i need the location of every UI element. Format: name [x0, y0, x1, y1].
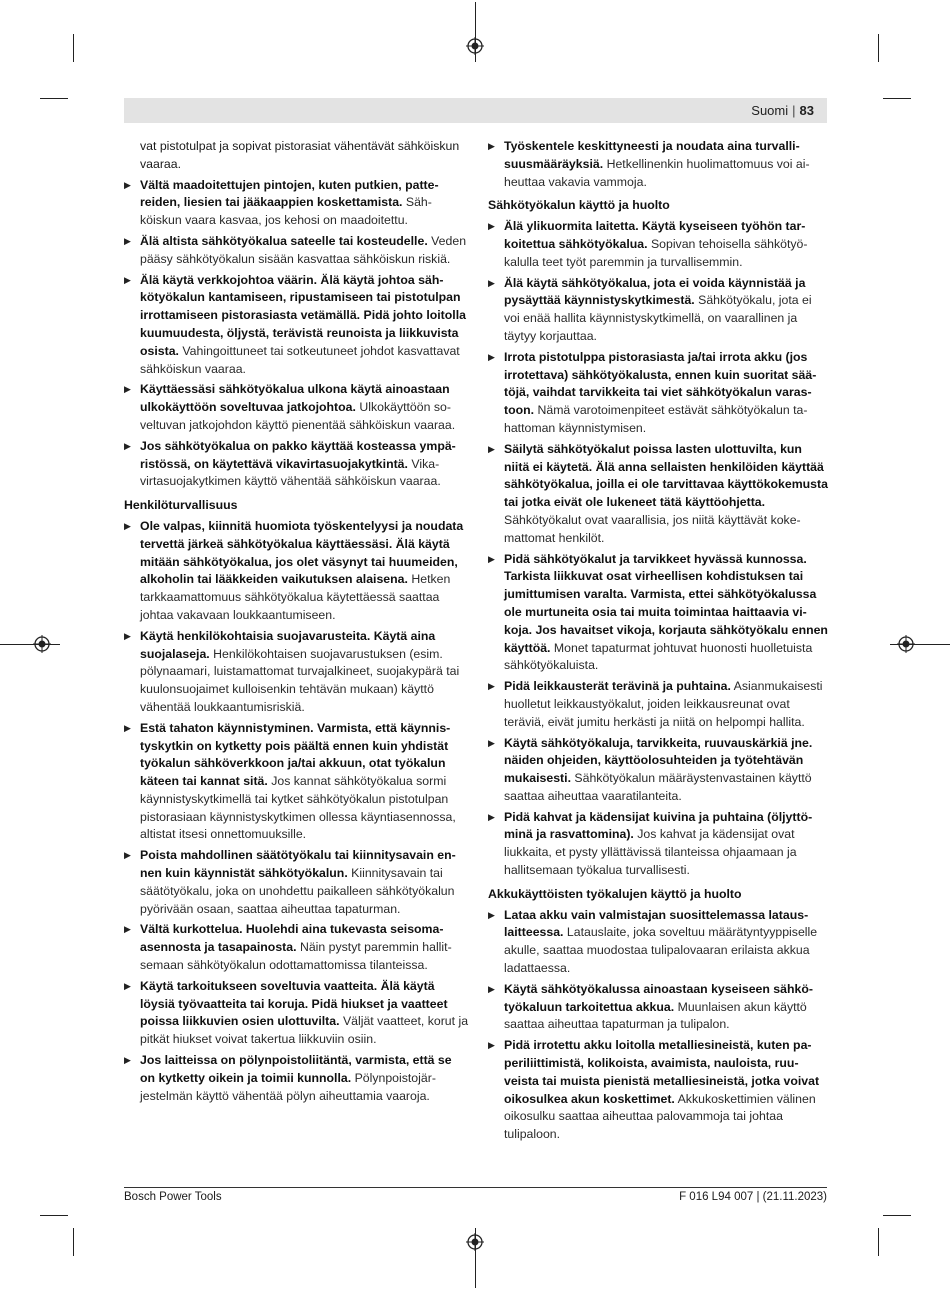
- safety-item-bold: Estä tahaton käynnistyminen. Varmista, että käynnistyskytkin on kytketty pois päältä ennen kuin yhdistät työkalun sähköverkkoon ja/tai akkuun, otat työkalun käteen tai kannat sitä.: [140, 720, 451, 789]
- safety-item-bold: Älä käytä sähkötyökalua, jota ei voida käynnistää ja pysäyttää käynnistyskytkimestä.: [504, 275, 806, 308]
- safety-item: [124, 628, 469, 717]
- safety-item-text: Latauslaite, joka soveltuu määrätyntyyppiselle akulle, saattaa muodostaa tulipalovaaran erilaista akkua ladattaessa.: [504, 925, 818, 976]
- safety-item-text: Pölynpoistojärjestelmän käyttö vähentää pölyn aiheuttamia vaaroja.: [140, 1070, 436, 1103]
- safety-item: [124, 1052, 469, 1105]
- safety-item-bold: Käytä sähkötyökalussa ainoastaan kyseiseen sähkötyökaluun tarkoitettua akkua.: [504, 981, 813, 1014]
- safety-item-bold: Pidä sähkötyökalut ja tarvikkeet hyvässä kunnossa. Tarkista liikkuvat osat virheellisen kohdistuksen tai jumittumisen varalta. Varmista, ettei sähkötyökalussa ole murtuneita osia tai muita toimintaa haittaavia vikoja. Jos havaitset vikoja, korjauta sähkötyökalu ennen käyttöä.: [504, 551, 828, 655]
- safety-item-text: Veden pääsy sähkötyökalun sisään kasvattaa sähköiskun riskiä.: [140, 233, 467, 266]
- safety-item-text: Vahingoittuneet tai sotkeutuneet johdot kasvattavat sähköiskun vaaraa.: [140, 343, 460, 376]
- safety-item-bold: Säilytä sähkötyökalut poissa lasten ulottuvilta, kun niitä ei käytetä. Älä anna sellaisten henkilöiden käyttää sähkötyökalua, joilla ei ole tarvittavaa käyttökokemusta tai jotka eivät ole lukeneet tätä käyttöohjetta.: [504, 441, 828, 510]
- battery-heading: Akkukäyttöisten työkalujen käyttö ja huolto: [488, 886, 742, 901]
- crop-mark: [40, 98, 68, 99]
- crop-mark: [73, 1228, 74, 1256]
- safety-item-text: Monet tapaturmat johtuvat huonosti huolletuista sähkötyökaluista.: [504, 640, 813, 673]
- crop-mark: [878, 1228, 879, 1256]
- safety-item-bold: Älä ylikuormita laitetta. Käytä kyseiseen työhön tarkoitettua sähkötyökalua.: [504, 219, 806, 251]
- header-separator: |: [792, 103, 796, 118]
- safety-item-bold: Lataa akku vain valmistajan suosittelemassa latauslaitteessa.: [504, 907, 809, 940]
- right-column: [488, 138, 828, 1147]
- crop-mark: [73, 34, 74, 62]
- page-header: [751, 103, 814, 118]
- safety-item-bold: Pidä kahvat ja kädensijat kuivina ja puhtaina (öljyttöminä ja rasvattomina).: [504, 809, 813, 842]
- personal-safety-heading: Henkilöturvallisuus: [124, 498, 238, 513]
- safety-item: [488, 907, 828, 978]
- safety-item-bold: Jos laitteissa on pölynpoistoliitäntä, varmista, että se on kytketty oikein ja toimii kunnolla.: [140, 1053, 452, 1085]
- safety-item: [488, 981, 828, 1034]
- battery-list: [488, 907, 828, 1144]
- safety-item: [124, 978, 469, 1049]
- safety-item-text: Sähkötyökalut ovat vaarallisia, jos niitä käyttävät kokemattomat henkilöt.: [504, 512, 801, 545]
- footer-rule: [124, 1187, 827, 1188]
- crop-mark: [883, 98, 911, 99]
- safety-item: [488, 441, 828, 548]
- safety-item-bold: Irrota pistotulppa pistorasiasta ja/tai irrota akku (jos irrotettava) sähkötyökalusta, ennen kuin suoritat säätöjä, vaihdat tarvikkeita tai viet sähkötyökalun varastoon.: [504, 349, 817, 418]
- safety-item-bold: Vältä kurkottelua. Huolehdi aina tukevasta seisomaasennosta ja tasapainosta.: [140, 922, 444, 955]
- registration-mark-icon: [466, 37, 484, 55]
- left-column: [124, 138, 469, 1108]
- safety-item-bold: Älä käytä verkkojohtoa väärin. Älä käytä johtoa sähkötyökalun kantamiseen, ripustamiseen tai pistotulpan irrottamiseen pistorasiasta vetämällä. Pidä johto loitolla kuumuudesta, öljystä, terävistä reunoista ja liikkuvista osista.: [140, 272, 466, 358]
- safety-item-bold: Poista mahdollinen säätötyökalu tai kiinnitysavain ennen kuin käynnistät sähkötyökalun.: [140, 848, 456, 881]
- safety-item-bold: Pidä irrotettu akku loitolla metalliesineistä, kuten paperiliittimistä, kolikoista, avaimista, nauloista, ruuveista tai muista pienistä metalliesineistä, jotka voivat oikosulkea akun koskettimet.: [504, 1038, 820, 1106]
- safety-item-text: Jos kannat sähkötyökalua sormi käynnistyskytkimellä tai kytket sähkötyökalun pistotulpan pistorasiaan käynnistyskytkimen ollessa käyntiasennossa, altistat itsesi onnettomuuksille.: [140, 774, 456, 842]
- registration-mark-icon: [897, 635, 915, 653]
- safety-item-text: Hetkellinenkin huolimattomuus voi aiheuttaa vakavia vammoja.: [504, 156, 810, 189]
- safety-item: [488, 275, 828, 346]
- crop-mark: [0, 644, 60, 645]
- safety-item-text: Väljät vaatteet, korut ja pitkät hiukset voivat takertua liikkuviin osiin.: [140, 1014, 469, 1047]
- crop-mark: [883, 1215, 911, 1216]
- safety-item-text: Nämä varotoimenpiteet estävät sähkötyökalun tahattoman käynnistymisen.: [504, 403, 808, 435]
- safety-item: [124, 272, 469, 379]
- safety-item-bold: Älä altista sähkötyökalua sateelle tai kosteudelle.: [140, 233, 428, 248]
- safety-item-text: Kiinnitysavain tai säätötyökalu, joka on unohdettu paikalleen sähkötyökalun pyörivään osaan, saattaa aiheuttaa tapaturman.: [140, 866, 455, 916]
- safety-item: [488, 678, 828, 731]
- safety-item-bold: Jos sähkötyökalua on pakko käyttää kosteassa ympäristössä, on käytettävä vikavirtasuojakytkintä.: [140, 438, 456, 471]
- safety-item-text: Jos kahvat ja kädensijat ovat liukkaita, et pysty yllättävissä tilanteissa ohjaamaan ja hallitsemaan työkalua turvallisesti.: [504, 827, 797, 878]
- safety-item-text: Hetken tarkkaamattomuus sähkötyökalua käytettäessä saattaa johtaa vakavaan loukkaantumiseen.: [140, 572, 451, 622]
- top-list: [488, 138, 828, 191]
- safety-item: [488, 735, 828, 806]
- safety-item: [488, 551, 828, 676]
- safety-item-bold: Vältä maadoitettujen pintojen, kuten putkien, pattereiden, liesien tai jääkaappien koskettamista.: [140, 177, 439, 210]
- safety-item: [124, 847, 469, 918]
- electrical-list: [124, 177, 469, 492]
- safety-item-text: Akkukoskettimien välinen oikosulku saattaa aiheuttaa palovammoja tai johtaa tulipaloon.: [504, 1091, 816, 1142]
- safety-item: [124, 720, 469, 845]
- safety-item: [488, 1037, 828, 1144]
- safety-item-text: Sähkötyökalu, jota ei voi enää hallita käynnistyskytkimellä, on vaarallinen ja täytyy korjauttaa.: [504, 293, 812, 343]
- safety-item-text: Muunlaisen akun käyttö saattaa aiheuttaa tapaturman ja tulipalon.: [504, 999, 807, 1032]
- registration-mark-icon: [33, 635, 51, 653]
- safety-item-text: Henkilökohtaisen suojavarustuksen (esim. pölynaamari, luistamattomat turvajalkineet, suojakypärä tai kuulonsuojaimet kulloisenkin tehtävän mukaan) käyttö vähentää loukkaantumisriskiä.: [140, 646, 460, 714]
- safety-item-text: Näin pystyt paremmin hallitsemaan sähkötyökalun odottamattomissa tilanteissa.: [140, 940, 452, 973]
- safety-item-text: Vikavirtasuojakytkimen käyttö vähentää sähköiskun vaaraa.: [140, 456, 441, 489]
- safety-item-bold: Käytä henkilökohtaisia suojavarusteita. Käytä aina suojalaseja.: [140, 628, 436, 661]
- footer-brand: Bosch Power Tools: [124, 1191, 222, 1203]
- intro-text: vat pistotulpat ja sopivat pistorasiat vähentävät sähköiskun vaaraa.: [140, 139, 460, 171]
- header-language: Suomi: [751, 103, 789, 118]
- safety-item: [124, 381, 469, 434]
- safety-item-text: Sähköiskun vaara kasvaa, jos kehosi on maadoitettu.: [140, 195, 432, 228]
- use-list: [488, 218, 828, 880]
- safety-item: [488, 218, 828, 271]
- safety-item-bold: Käytä tarkoitukseen soveltuvia vaatteita. Älä käytä löysiä työvaatteita tai koruja. Pidä hiukset ja vaatteet poissa liikkuvien osien ulottuvilta.: [140, 978, 448, 1029]
- safety-item-text: Asianmukaisesti huolletut leikkaustyökalut, joiden leikkausreunat ovat teräviä, eivät jumitu herkästi ja niitä on helpompi hallita.: [504, 679, 823, 729]
- safety-item-bold: Pidä leikkausterät terävinä ja puhtaina.: [504, 679, 731, 694]
- footer-doc-id: F 016 L94 007 | (21.11.2023): [679, 1191, 827, 1203]
- safety-item-bold: Ole valpas, kiinnitä huomiota työskentelyysi ja noudata tervettä järkeä sähkötyökalua käyttäessäsi. Älä käytä mitään sähkötyökalua, jos olet väsynyt tai huumeiden, alkoholin tai lääkkeiden vaikutuksen alaisena.: [140, 518, 464, 587]
- safety-item-text: Sopivan tehoisella sähkötyökalulla teet työt paremmin ja turvallisemmin.: [504, 236, 808, 269]
- safety-item: [124, 233, 469, 269]
- page-number: 83: [799, 103, 814, 118]
- registration-mark-icon: [466, 1233, 484, 1251]
- safety-item: [124, 438, 469, 491]
- safety-item: [488, 349, 828, 438]
- safety-item: [488, 138, 828, 191]
- safety-item-text: Sähkötyökalun määräystenvastainen käyttö saattaa aiheuttaa vaaratilanteita.: [504, 771, 812, 803]
- crop-mark: [40, 1215, 68, 1216]
- crop-mark: [878, 34, 879, 62]
- header-band: [124, 98, 827, 123]
- safety-item-bold: Työskentele keskittyneesti ja noudata aina turvallisuusmääräyksiä.: [504, 139, 800, 171]
- safety-item: [124, 177, 469, 230]
- safety-item-bold: Käytä sähkötyökaluja, tarvikkeita, ruuvauskärkiä jne. näiden ohjeiden, käyttöolosuhteiden ja työtehtävän mukaisesti.: [504, 735, 813, 786]
- personal-list: [124, 518, 469, 1106]
- safety-item-bold: Käyttäessäsi sähkötyökalua ulkona käytä ainoastaan ulkokäyttöön soveltuvaa jatkojohtoa.: [140, 382, 450, 415]
- safety-item: [124, 518, 469, 625]
- tool-use-heading: Sähkötyökalun käyttö ja huolto: [488, 198, 670, 213]
- safety-item: [488, 809, 828, 880]
- safety-item: [124, 921, 469, 974]
- safety-item-text: Ulkokäyttöön soveltuvan jatkojohdon käyttö pienentää sähköiskun vaaraa.: [140, 400, 456, 432]
